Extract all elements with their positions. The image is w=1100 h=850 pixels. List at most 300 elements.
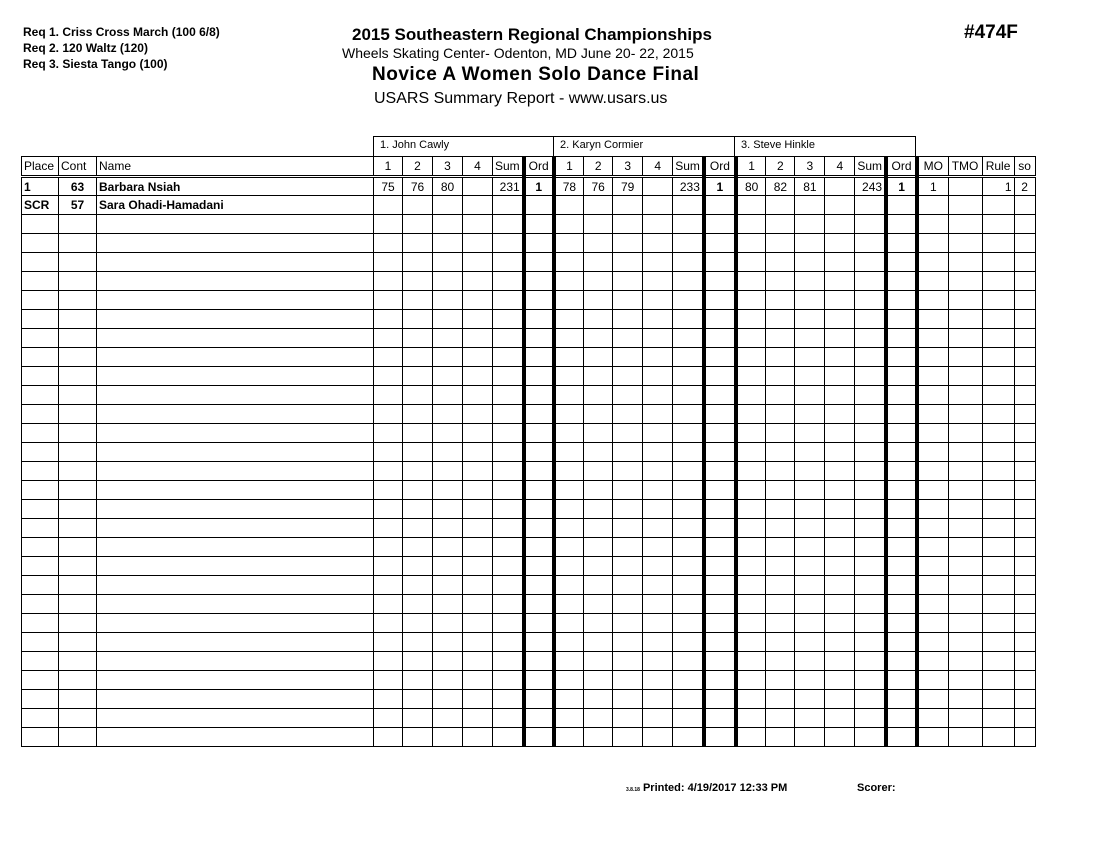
cont-cell: 57 bbox=[59, 196, 97, 215]
empty-cell bbox=[673, 348, 704, 367]
empty-row bbox=[22, 500, 1036, 519]
empty-cell bbox=[584, 728, 613, 747]
empty-cell bbox=[374, 690, 403, 709]
empty-cell bbox=[643, 481, 673, 500]
empty-cell bbox=[795, 538, 825, 557]
empty-cell bbox=[403, 329, 433, 348]
empty-cell bbox=[917, 329, 948, 348]
empty-cell bbox=[524, 709, 554, 728]
score-cell bbox=[795, 196, 825, 215]
empty-cell bbox=[433, 728, 463, 747]
empty-cell bbox=[948, 405, 982, 424]
empty-cell bbox=[948, 272, 982, 291]
empty-cell bbox=[766, 690, 795, 709]
empty-cell bbox=[97, 519, 374, 538]
requirement-2: Req 2. 120 Waltz (120) bbox=[23, 41, 148, 55]
empty-cell bbox=[433, 557, 463, 576]
empty-cell bbox=[433, 310, 463, 329]
empty-cell bbox=[22, 709, 59, 728]
empty-cell bbox=[613, 329, 643, 348]
score-cell bbox=[403, 196, 433, 215]
empty-cell bbox=[982, 614, 1014, 633]
empty-cell bbox=[795, 519, 825, 538]
empty-cell bbox=[766, 367, 795, 386]
empty-cell bbox=[855, 519, 886, 538]
empty-cell bbox=[673, 633, 704, 652]
empty-cell bbox=[463, 405, 493, 424]
ord-cell: 1 bbox=[886, 177, 917, 196]
empty-cell bbox=[766, 633, 795, 652]
empty-cell bbox=[855, 272, 886, 291]
empty-cell bbox=[704, 253, 736, 272]
empty-cell bbox=[59, 728, 97, 747]
empty-cell bbox=[59, 329, 97, 348]
empty-cell bbox=[97, 272, 374, 291]
empty-cell bbox=[22, 272, 59, 291]
empty-cell bbox=[673, 443, 704, 462]
empty-row bbox=[22, 405, 1036, 424]
empty-cell bbox=[22, 538, 59, 557]
empty-cell bbox=[825, 367, 855, 386]
empty-cell bbox=[673, 652, 704, 671]
empty-cell bbox=[463, 557, 493, 576]
empty-cell bbox=[855, 386, 886, 405]
empty-cell bbox=[22, 557, 59, 576]
empty-cell bbox=[766, 538, 795, 557]
empty-cell bbox=[554, 690, 584, 709]
empty-cell bbox=[643, 595, 673, 614]
empty-cell bbox=[584, 709, 613, 728]
empty-cell bbox=[643, 557, 673, 576]
score-cell: 78 bbox=[554, 177, 584, 196]
empty-cell bbox=[493, 519, 524, 538]
empty-row bbox=[22, 709, 1036, 728]
empty-cell bbox=[433, 291, 463, 310]
empty-row bbox=[22, 519, 1036, 538]
empty-cell bbox=[374, 576, 403, 595]
empty-cell bbox=[855, 424, 886, 443]
empty-cell bbox=[613, 500, 643, 519]
empty-cell bbox=[59, 291, 97, 310]
empty-cell bbox=[374, 709, 403, 728]
empty-cell bbox=[97, 462, 374, 481]
empty-cell bbox=[463, 272, 493, 291]
empty-cell bbox=[673, 215, 704, 234]
empty-cell bbox=[795, 671, 825, 690]
empty-cell bbox=[643, 253, 673, 272]
empty-cell bbox=[1014, 329, 1035, 348]
empty-cell bbox=[374, 443, 403, 462]
empty-cell bbox=[433, 462, 463, 481]
empty-cell bbox=[704, 443, 736, 462]
empty-cell bbox=[584, 462, 613, 481]
empty-cell bbox=[403, 405, 433, 424]
empty-cell bbox=[1014, 481, 1035, 500]
col-j1-3: 3 bbox=[433, 157, 463, 177]
empty-cell bbox=[736, 709, 766, 728]
empty-cell bbox=[704, 557, 736, 576]
empty-cell bbox=[22, 291, 59, 310]
empty-cell bbox=[463, 234, 493, 253]
empty-cell bbox=[433, 443, 463, 462]
empty-cell bbox=[766, 329, 795, 348]
empty-cell bbox=[22, 633, 59, 652]
empty-cell bbox=[433, 690, 463, 709]
empty-cell bbox=[22, 234, 59, 253]
empty-cell bbox=[97, 595, 374, 614]
empty-cell bbox=[948, 367, 982, 386]
empty-cell bbox=[403, 253, 433, 272]
empty-cell bbox=[493, 671, 524, 690]
empty-cell bbox=[524, 367, 554, 386]
empty-cell bbox=[403, 462, 433, 481]
empty-cell bbox=[1014, 310, 1035, 329]
empty-cell bbox=[613, 462, 643, 481]
empty-cell bbox=[736, 728, 766, 747]
empty-row bbox=[22, 348, 1036, 367]
empty-cell bbox=[795, 576, 825, 595]
empty-cell bbox=[59, 690, 97, 709]
empty-cell bbox=[795, 633, 825, 652]
empty-row bbox=[22, 272, 1036, 291]
empty-cell bbox=[584, 424, 613, 443]
empty-cell bbox=[704, 595, 736, 614]
col-place: Place bbox=[22, 157, 59, 177]
empty-cell bbox=[463, 690, 493, 709]
requirement-3: Req 3. Siesta Tango (100) bbox=[23, 57, 168, 71]
empty-cell bbox=[982, 386, 1014, 405]
empty-cell bbox=[374, 500, 403, 519]
empty-cell bbox=[584, 519, 613, 538]
empty-cell bbox=[374, 671, 403, 690]
empty-cell bbox=[22, 576, 59, 595]
empty-cell bbox=[982, 215, 1014, 234]
empty-row bbox=[22, 576, 1036, 595]
empty-cell bbox=[917, 633, 948, 652]
col-j1-1: 1 bbox=[374, 157, 403, 177]
empty-cell bbox=[704, 329, 736, 348]
empty-cell bbox=[554, 386, 584, 405]
empty-cell bbox=[374, 386, 403, 405]
empty-cell bbox=[704, 614, 736, 633]
empty-cell bbox=[1014, 671, 1035, 690]
empty-cell bbox=[673, 538, 704, 557]
empty-cell bbox=[886, 405, 917, 424]
empty-cell bbox=[524, 633, 554, 652]
empty-cell bbox=[97, 576, 374, 595]
empty-cell bbox=[643, 500, 673, 519]
empty-cell bbox=[374, 652, 403, 671]
col-j3-ord: Ord bbox=[886, 157, 917, 177]
empty-cell bbox=[59, 538, 97, 557]
empty-cell bbox=[886, 329, 917, 348]
empty-cell bbox=[524, 690, 554, 709]
empty-cell bbox=[982, 329, 1014, 348]
empty-cell bbox=[59, 310, 97, 329]
empty-cell bbox=[433, 405, 463, 424]
empty-cell bbox=[59, 595, 97, 614]
empty-cell bbox=[1014, 386, 1035, 405]
empty-cell bbox=[855, 500, 886, 519]
col-j2-3: 3 bbox=[613, 157, 643, 177]
empty-cell bbox=[97, 291, 374, 310]
score-cell bbox=[643, 177, 673, 196]
empty-cell bbox=[948, 481, 982, 500]
empty-cell bbox=[493, 367, 524, 386]
empty-cell bbox=[886, 443, 917, 462]
empty-cell bbox=[736, 671, 766, 690]
empty-row bbox=[22, 462, 1036, 481]
empty-cell bbox=[948, 538, 982, 557]
empty-cell bbox=[982, 462, 1014, 481]
empty-cell bbox=[917, 500, 948, 519]
empty-cell bbox=[1014, 595, 1035, 614]
empty-cell bbox=[493, 443, 524, 462]
empty-cell bbox=[673, 481, 704, 500]
empty-cell bbox=[948, 424, 982, 443]
empty-cell bbox=[403, 234, 433, 253]
empty-cell bbox=[795, 291, 825, 310]
empty-cell bbox=[795, 253, 825, 272]
empty-cell bbox=[433, 500, 463, 519]
empty-cell bbox=[59, 519, 97, 538]
empty-cell bbox=[673, 519, 704, 538]
empty-cell bbox=[554, 481, 584, 500]
empty-cell bbox=[766, 728, 795, 747]
empty-cell bbox=[524, 291, 554, 310]
empty-cell bbox=[97, 310, 374, 329]
empty-cell bbox=[704, 500, 736, 519]
empty-cell bbox=[493, 728, 524, 747]
empty-cell bbox=[613, 481, 643, 500]
empty-cell bbox=[643, 386, 673, 405]
empty-cell bbox=[673, 500, 704, 519]
empty-cell bbox=[982, 576, 1014, 595]
empty-cell bbox=[886, 576, 917, 595]
empty-cell bbox=[463, 519, 493, 538]
empty-cell bbox=[524, 405, 554, 424]
empty-cell bbox=[493, 386, 524, 405]
empty-cell bbox=[643, 234, 673, 253]
empty-row bbox=[22, 614, 1036, 633]
ord-cell: 1 bbox=[704, 177, 736, 196]
empty-cell bbox=[374, 291, 403, 310]
col-j2-1: 1 bbox=[554, 157, 584, 177]
empty-cell bbox=[886, 709, 917, 728]
empty-cell bbox=[59, 348, 97, 367]
empty-row bbox=[22, 595, 1036, 614]
empty-cell bbox=[795, 462, 825, 481]
empty-cell bbox=[22, 728, 59, 747]
empty-cell bbox=[673, 462, 704, 481]
empty-cell bbox=[613, 215, 643, 234]
empty-cell bbox=[643, 405, 673, 424]
empty-cell bbox=[886, 652, 917, 671]
empty-cell bbox=[736, 291, 766, 310]
empty-cell bbox=[374, 633, 403, 652]
empty-cell bbox=[1014, 576, 1035, 595]
empty-row bbox=[22, 481, 1036, 500]
empty-cell bbox=[795, 614, 825, 633]
empty-cell bbox=[673, 291, 704, 310]
empty-cell bbox=[855, 614, 886, 633]
empty-cell bbox=[1014, 690, 1035, 709]
empty-cell bbox=[855, 538, 886, 557]
empty-cell bbox=[433, 386, 463, 405]
empty-cell bbox=[463, 348, 493, 367]
empty-cell bbox=[704, 462, 736, 481]
empty-cell bbox=[463, 481, 493, 500]
empty-cell bbox=[554, 500, 584, 519]
empty-cell bbox=[886, 291, 917, 310]
empty-cell bbox=[524, 614, 554, 633]
empty-cell bbox=[524, 310, 554, 329]
empty-cell bbox=[855, 595, 886, 614]
empty-cell bbox=[554, 633, 584, 652]
empty-cell bbox=[855, 481, 886, 500]
empty-cell bbox=[825, 576, 855, 595]
score-cell bbox=[613, 196, 643, 215]
empty-cell bbox=[673, 671, 704, 690]
empty-cell bbox=[97, 405, 374, 424]
empty-cell bbox=[613, 367, 643, 386]
empty-cell bbox=[584, 215, 613, 234]
empty-cell bbox=[855, 557, 886, 576]
empty-cell bbox=[22, 253, 59, 272]
empty-cell bbox=[886, 728, 917, 747]
empty-cell bbox=[673, 329, 704, 348]
empty-cell bbox=[433, 272, 463, 291]
empty-cell bbox=[463, 614, 493, 633]
empty-cell bbox=[493, 405, 524, 424]
empty-cell bbox=[403, 291, 433, 310]
empty-cell bbox=[855, 671, 886, 690]
empty-cell bbox=[374, 234, 403, 253]
empty-cell bbox=[855, 690, 886, 709]
empty-cell bbox=[613, 633, 643, 652]
empty-cell bbox=[795, 728, 825, 747]
empty-cell bbox=[493, 633, 524, 652]
empty-cell bbox=[613, 595, 643, 614]
empty-cell bbox=[795, 234, 825, 253]
requirement-1: Req 1. Criss Cross March (100 6/8) bbox=[23, 25, 220, 39]
empty-cell bbox=[524, 234, 554, 253]
empty-cell bbox=[855, 443, 886, 462]
empty-cell bbox=[766, 481, 795, 500]
empty-cell bbox=[917, 215, 948, 234]
empty-cell bbox=[22, 481, 59, 500]
score-cell: 80 bbox=[736, 177, 766, 196]
empty-cell bbox=[463, 291, 493, 310]
empty-cell bbox=[982, 481, 1014, 500]
empty-cell bbox=[643, 443, 673, 462]
empty-cell bbox=[59, 614, 97, 633]
empty-cell bbox=[374, 348, 403, 367]
empty-cell bbox=[22, 367, 59, 386]
empty-cell bbox=[433, 709, 463, 728]
empty-cell bbox=[403, 424, 433, 443]
empty-cell bbox=[704, 519, 736, 538]
empty-cell bbox=[736, 253, 766, 272]
empty-cell bbox=[463, 386, 493, 405]
empty-cell bbox=[613, 405, 643, 424]
empty-cell bbox=[855, 253, 886, 272]
empty-cell bbox=[825, 253, 855, 272]
empty-row bbox=[22, 424, 1036, 443]
empty-cell bbox=[982, 291, 1014, 310]
empty-row bbox=[22, 538, 1036, 557]
empty-cell bbox=[374, 405, 403, 424]
empty-cell bbox=[524, 576, 554, 595]
empty-cell bbox=[584, 405, 613, 424]
empty-cell bbox=[584, 576, 613, 595]
empty-cell bbox=[948, 253, 982, 272]
empty-cell bbox=[584, 310, 613, 329]
score-cell bbox=[554, 196, 584, 215]
empty-cell bbox=[97, 234, 374, 253]
empty-cell bbox=[403, 633, 433, 652]
so-cell: 2 bbox=[1014, 177, 1035, 196]
empty-cell bbox=[584, 595, 613, 614]
empty-cell bbox=[584, 272, 613, 291]
empty-cell bbox=[736, 481, 766, 500]
empty-cell bbox=[825, 424, 855, 443]
empty-cell bbox=[917, 538, 948, 557]
empty-cell bbox=[403, 652, 433, 671]
empty-cell bbox=[493, 215, 524, 234]
empty-cell bbox=[374, 253, 403, 272]
empty-cell bbox=[825, 386, 855, 405]
empty-cell bbox=[584, 614, 613, 633]
empty-cell bbox=[825, 709, 855, 728]
empty-cell bbox=[524, 424, 554, 443]
ord-cell bbox=[886, 196, 917, 215]
scorer-label: Scorer: bbox=[857, 782, 896, 794]
empty-cell bbox=[374, 519, 403, 538]
empty-cell bbox=[736, 443, 766, 462]
empty-cell bbox=[524, 595, 554, 614]
empty-cell bbox=[948, 728, 982, 747]
empty-cell bbox=[795, 405, 825, 424]
empty-cell bbox=[736, 614, 766, 633]
empty-cell bbox=[948, 443, 982, 462]
empty-cell bbox=[22, 614, 59, 633]
empty-cell bbox=[59, 386, 97, 405]
empty-cell bbox=[855, 633, 886, 652]
empty-cell bbox=[982, 234, 1014, 253]
empty-cell bbox=[1014, 728, 1035, 747]
empty-cell bbox=[554, 443, 584, 462]
empty-cell bbox=[825, 538, 855, 557]
empty-cell bbox=[795, 443, 825, 462]
col-j3-2: 2 bbox=[766, 157, 795, 177]
judge-3-header: 3. Steve Hinkle bbox=[734, 136, 916, 157]
empty-cell bbox=[886, 234, 917, 253]
empty-cell bbox=[403, 519, 433, 538]
empty-cell bbox=[22, 500, 59, 519]
empty-cell bbox=[1014, 500, 1035, 519]
score-cell: 79 bbox=[613, 177, 643, 196]
empty-cell bbox=[917, 709, 948, 728]
empty-cell bbox=[554, 652, 584, 671]
empty-cell bbox=[766, 253, 795, 272]
empty-cell bbox=[493, 538, 524, 557]
empty-cell bbox=[433, 234, 463, 253]
empty-cell bbox=[917, 557, 948, 576]
empty-cell bbox=[766, 424, 795, 443]
empty-cell bbox=[736, 215, 766, 234]
empty-cell bbox=[554, 310, 584, 329]
